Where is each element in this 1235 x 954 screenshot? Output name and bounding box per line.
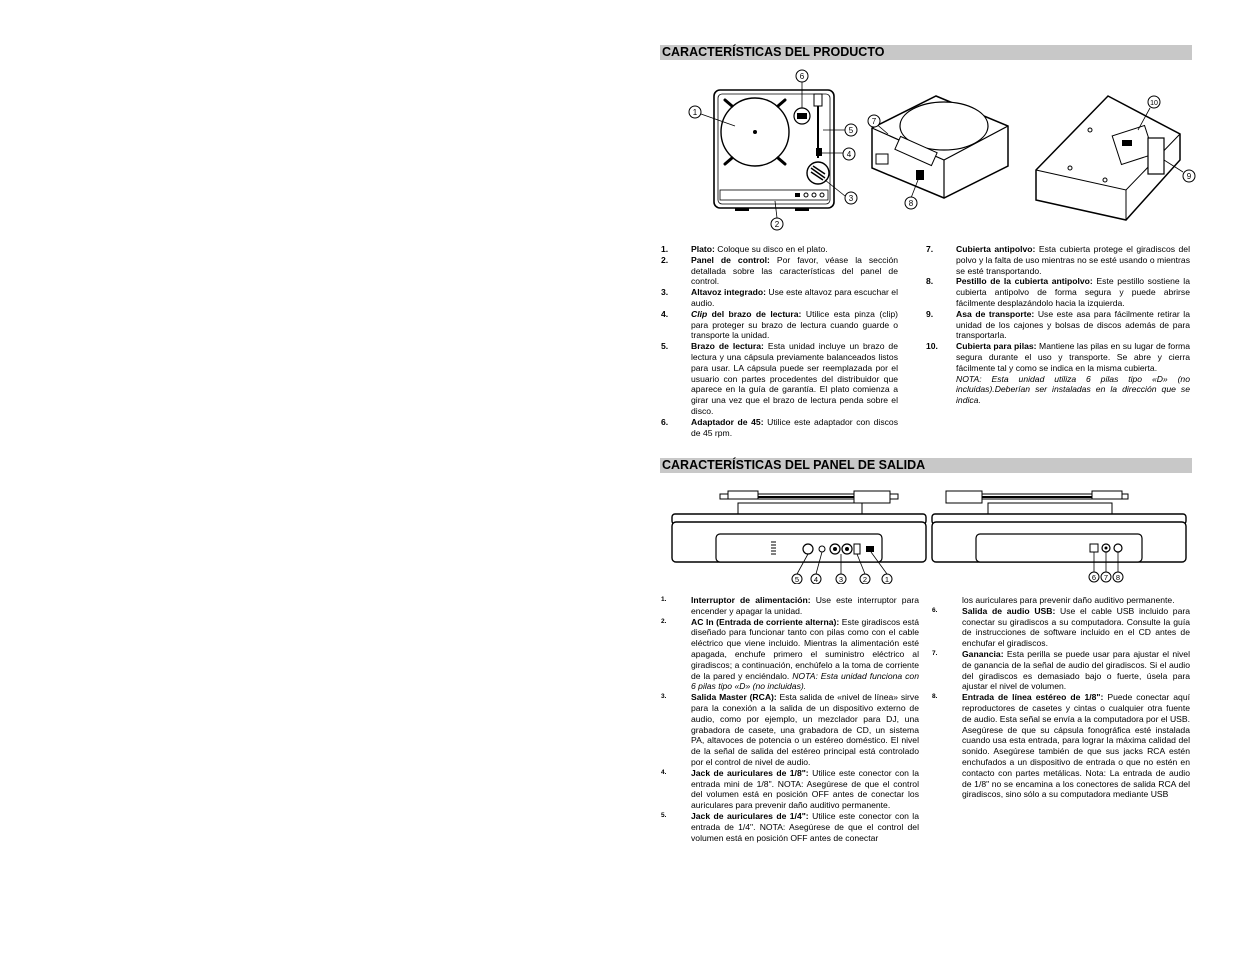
panel-item-6: 6. Salida de audio USB: Use el cable USB incluido para conectar su giradiscos a su computadora. Consulte la guía de instrucciones de software incluido en el CD antes de enchufar el giradiscos. [932, 605, 1190, 649]
product-item-9: 9. Asa de transporte: Use este asa para fácilmente retirar la unidad de los cajones y bolsas de discos además de para transportarla. [926, 308, 1190, 341]
callout-7 [868, 115, 880, 127]
product-item-6: 6. Adaptador de 45: Utilice este adaptador con discos de 45 rpm. [661, 416, 899, 438]
section-title-product: CARACTERÍSTICAS DEL PRODUCTO [660, 45, 1192, 60]
panel-callout-6-label: 6 [1091, 573, 1097, 582]
callout-7-label: 7 [871, 117, 877, 126]
callout-1 [689, 106, 701, 118]
panel-item-5: 5. Jack de auriculares de 1/4": Utilice este conector con la entrada de 1/4". NOTA: Asegúrese de que el control del volumen está en posición OFF antes de conectar [661, 810, 919, 843]
rear-panel-usb-illustration [928, 488, 1190, 584]
product-item-8: 8. Pestillo de la cubierta antipolvo: Este pestillo sostiene la cubierta antipolvo de forma segura y puede abrirse fácilmente desplazándolo hacia la izquierda. [926, 276, 1190, 308]
callout-2-label: 2 [774, 220, 780, 229]
panel-list-left [661, 595, 919, 843]
callout-3 [845, 192, 857, 204]
product-item-10-note: NOTA: Esta unidad utiliza 6 pilas tipo «D» (no incluidas).Deberían ser instaladas en la dirección que se indica. [956, 373, 1190, 406]
callout-2 [771, 218, 783, 230]
product-list-left [661, 244, 898, 438]
turntable-closed-case-illustration [866, 88, 1016, 213]
product-item-4: 4. Clip del brazo de lectura: Utilice esta pinza (clip) para proteger su brazo de lectura cuando guarde o transporte la unidad. [661, 308, 898, 341]
panel-item-8: 8. Entrada de línea estéreo de 1/8": Puede conectar aquí reproductores de casetes y cintas o cualquier otra fuente de audio. Esta señal se envía a la computadora por el USB. Asegúrese de que su cápsula fonográfica esté instalada cuando usa esta entrada, para lograr la máxima calidad del sonido. Asegúrese también de que sus jacks RCA estén enchufados a un dispositivo de entrada o que no estén en contacto con partes metálicas. Nota: La entrada de audio de 1/8" no se encamina a los conectores de salida RCA del giradiscos, sino sólo a su computadora mediante USB [932, 692, 1191, 800]
panel-callout-2 [860, 574, 870, 584]
callout-4-label: 4 [846, 150, 852, 159]
panel-item-1: 1. Interruptor de alimentación: Use este interruptor para encender y apagar la unidad. [661, 595, 919, 616]
product-item-10: 10. Cubierta para pilas: Mantiene las pilas en su lugar de forma segura durante el uso y transporte. Se abre y cierra fácilmente tal y como se indica en la misma cubierta. NOTA: Esta unidad utiliza 6 pilas tipo «D» (no incluidas).Deberían ser instaladas en la dirección que se indica. [926, 341, 1190, 406]
panel-callout-5-label: 5 [794, 575, 800, 584]
product-item-2: 2. Panel de control: Por favor, véase la sección detallada sobre las características del panel de control. [661, 254, 899, 287]
panel-item-5-continued: los auriculares para prevenir daño auditivo permanente. [962, 595, 1175, 605]
turntable-bottom-view-illustration [1030, 90, 1205, 225]
panel-item-3: 3. Salida Master (RCA): Esta salida de «nivel de línea» sirve para la conexión a la salida de un dispositivo externo de audio, como por ejemplo, un mezclador para DJ, una grabadora de casete, una grabadora de CD, un sistema PA, altavoces de potencia o un estéreo doméstico. El nivel de la señal de salida del estéreo principal está controlado por el control de nivel de audio. [661, 692, 919, 767]
callout-3-label: 3 [848, 194, 854, 203]
callout-6-label: 6 [799, 72, 805, 81]
panel-callout-7-label: 7 [1103, 573, 1109, 582]
callout-10-label: 10 [1150, 100, 1158, 107]
panel-item-4: 4. Jack de auriculares de 1/8": Utilice este conector con la entrada mini de 1/8". NOTA: Asegúrese de que el control del volumen está en posición OFF antes de conectar los auriculares para prevenir daño auditivo permanente. [661, 767, 919, 811]
panel-callout-4-label: 4 [813, 575, 819, 584]
rear-panel-illustration [668, 488, 930, 584]
product-list-right [926, 244, 1190, 406]
product-item-7: 7. Cubierta antipolvo: Esta cubierta protege el giradiscos del polvo y la falta de uso mientras no se esté usando o mientras se esté transportando. [926, 244, 1190, 276]
panel-callout-7 [1101, 572, 1111, 582]
panel-callout-2-label: 2 [862, 575, 868, 584]
panel-callout-3 [836, 574, 846, 584]
panel-callout-8 [1113, 572, 1123, 582]
panel-item-2: 2. AC In (Entrada de corriente alterna): Este giradiscos está diseñado para funcionar tanto con pilas como con el cable eléctrico que viene incluido. Mientras la alimentación esté apagada, enchufe primero el suministro eléctrico al giradiscos; a continuación, enchúfelo a la toma de corriente de la pared y enciéndalo. NOTA: Esta unidad funciona con 6 pilas tipo «D» (no incluidas). [661, 616, 919, 692]
product-item-5: 5. Brazo de lectura: Esta unidad incluye un brazo de lectura y una cápsula previamente balanceados listos para usar. LA cápsula puede ser reemplazada por el usuario con partes procedentes del distribuidor que aparece en la guía de garantía. El plato comienza a girar una vez que el brazo de lectura penda sobre el disco. [661, 341, 898, 416]
callout-4 [843, 148, 855, 160]
panel-callout-5 [792, 574, 802, 584]
product-item-1: 1. Plato: Coloque su disco en el plato. [661, 244, 828, 254]
callout-10 [1148, 96, 1160, 108]
section-title-panel: CARACTERÍSTICAS DEL PANEL DE SALIDA [660, 458, 1192, 473]
callout-9 [1183, 170, 1195, 182]
callout-9-label: 9 [1186, 172, 1192, 181]
panel-callout-8-label: 8 [1115, 573, 1121, 582]
panel-callout-4 [811, 574, 821, 584]
turntable-top-view-illustration [685, 68, 895, 234]
callout-5-label: 5 [848, 126, 854, 135]
callout-8 [905, 197, 917, 209]
callout-1-label: 1 [692, 108, 698, 117]
product-item-3: 3. Altavoz integrado: Use este altavoz para escuchar el audio. [661, 287, 899, 308]
panel-callout-6 [1089, 572, 1099, 582]
callout-6 [796, 70, 808, 82]
panel-callout-1 [882, 574, 892, 584]
panel-callout-3-label: 3 [838, 575, 844, 584]
callout-8-label: 8 [908, 199, 914, 208]
panel-list-right [932, 595, 1190, 800]
panel-callout-1-label: 1 [884, 575, 890, 584]
callout-5 [845, 124, 857, 136]
panel-item-7: 7. Ganancia: Esta perilla se puede usar para ajustar el nivel de ganancia de la señal de audio del giradiscos. Si el audio del giradiscos es demasiado bajo o fuerte, úsela para ajustar el nivel de volumen. [932, 648, 1190, 692]
panel-item-2-note: NOTA: Esta unidad funciona con 6 pilas tipo «D» (no incluidas). [691, 670, 919, 692]
